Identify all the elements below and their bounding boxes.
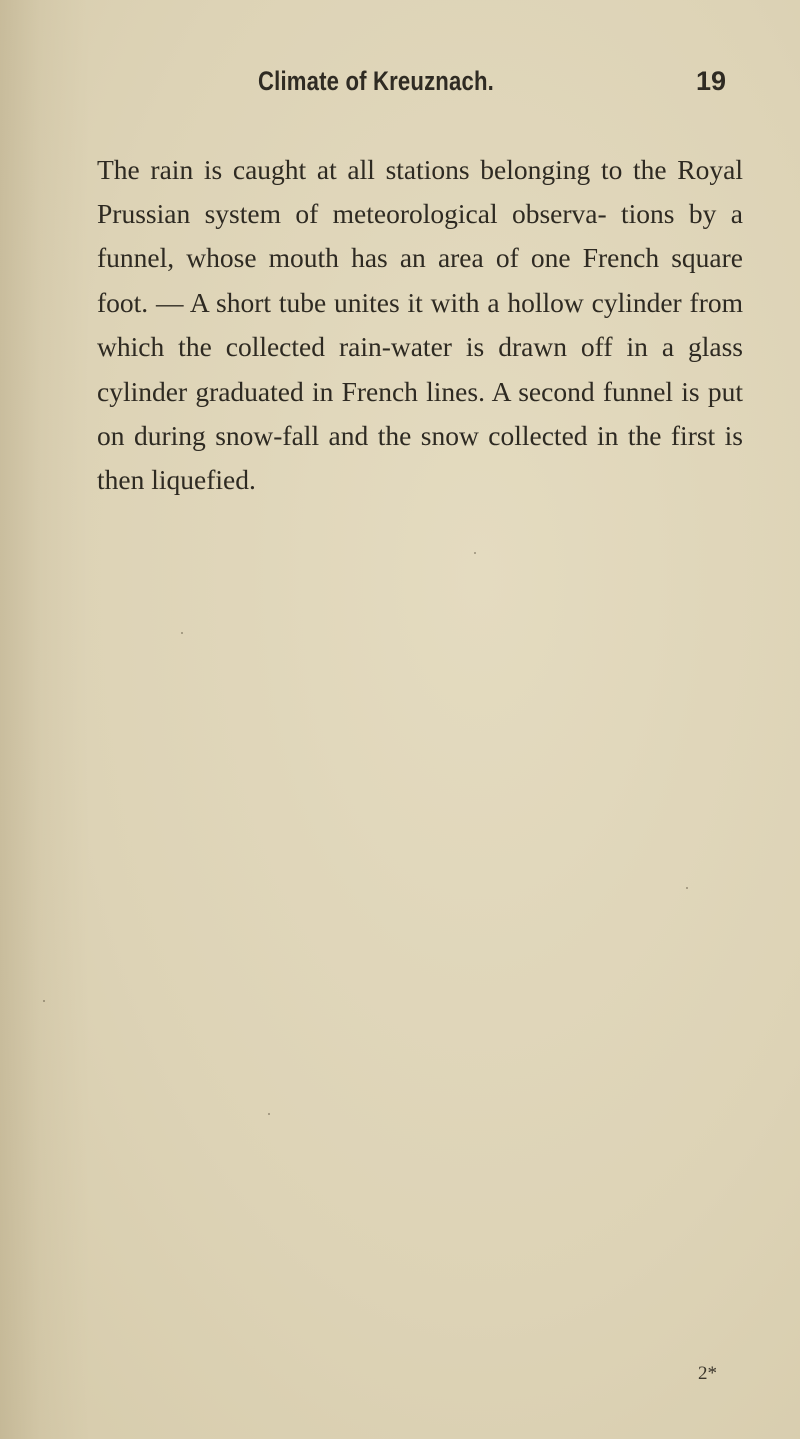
paper-speck	[181, 632, 183, 634]
paper-speck	[474, 552, 476, 554]
paper-speck	[43, 1000, 45, 1002]
paper-speck	[686, 887, 688, 889]
paper-speck	[268, 1113, 270, 1115]
page-number: 19	[696, 66, 727, 96]
body-paragraph: The rain is caught at all stations belonging to the Royal Prussian system of meteorological observa- tions by a funnel, whose mouth has an area of one French square foot. — A short tube unites it with a hollow cylinder from which the collected rain-water is drawn off in a glass cylinder graduated in French lines. A second funnel is put on during snow-fall and the snow collected in the first is then liquefied.	[97, 153, 743, 496]
signature-mark: 2*	[698, 1363, 717, 1384]
running-head	[0, 66, 800, 106]
running-head-title: Climate of Kreuznach.	[258, 66, 494, 96]
